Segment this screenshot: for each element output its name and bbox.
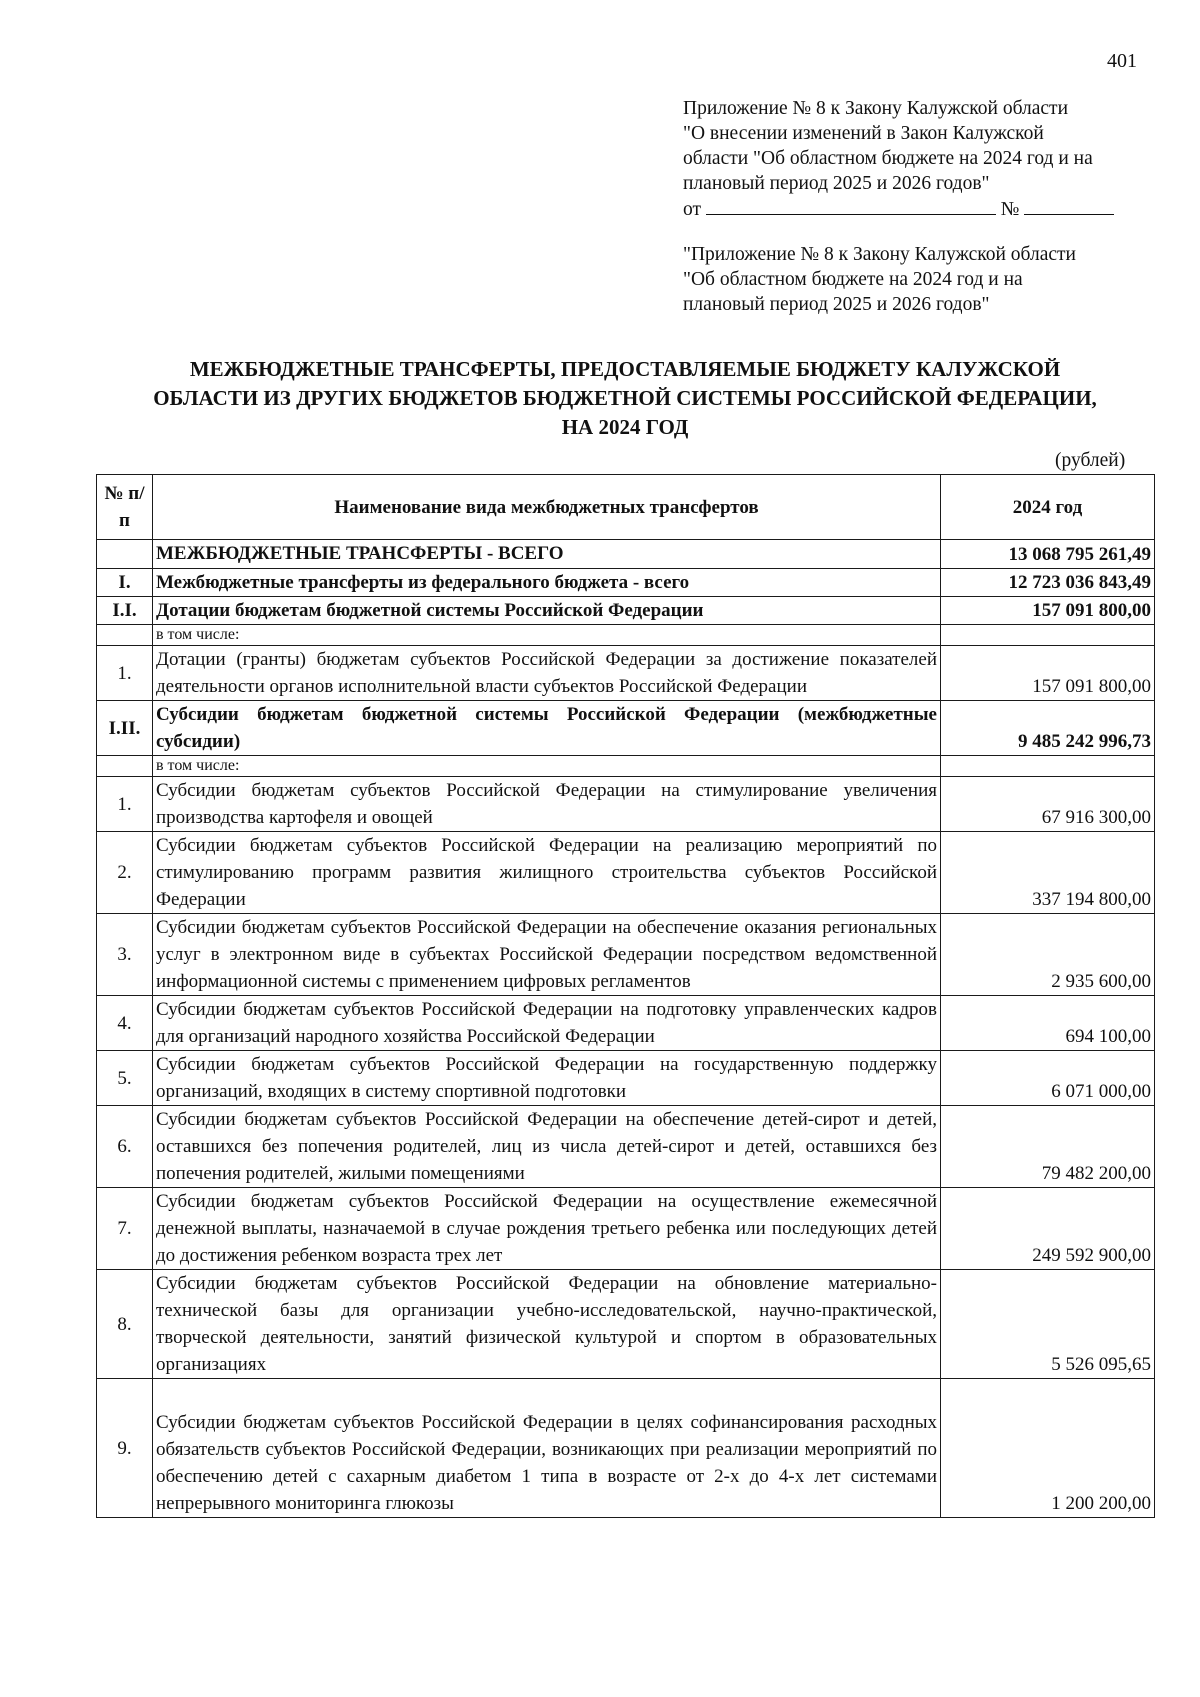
- table-row: [97, 1051, 1155, 1106]
- appendix-original-line: "Об областном бюджете на 2024 год и на: [683, 269, 1023, 290]
- row-name: Субсидии бюджетам субъектов Российской Федерации на подготовку управленческих кадров для организаций народного хозяйства Российской Федерации: [153, 996, 941, 1051]
- row-num: 6.: [97, 1106, 153, 1188]
- row-name: Субсидии бюджетам субъектов Российской Федерации на осуществление ежемесячной денежной выплаты, назначаемой в случае рождения третьего ребенка или последующих детей до достижения ребенком возраста трех лет: [153, 1188, 941, 1270]
- row-amount: 2 935 600,00: [941, 914, 1155, 996]
- appendix-current-line: "О внесении изменений в Закон Калужской: [683, 123, 1044, 144]
- row-name: Субсидии бюджетам бюджетной системы Российской Федерации (межбюджетные субсидии): [153, 701, 941, 756]
- row-amount: 9 485 242 996,73: [941, 701, 1155, 756]
- row-num: 5.: [97, 1051, 153, 1106]
- header-year: 2024 год: [941, 475, 1155, 540]
- table-row: [97, 914, 1155, 996]
- row-name: Субсидии бюджетам субъектов Российской Федерации на реализацию мероприятий по стимулированию программ развития жилищного строительства субъектов Российской Федерации: [153, 832, 941, 914]
- row-amount: 13 068 795 261,49: [941, 540, 1155, 569]
- table-header-row: [97, 475, 1155, 540]
- row-name: Дотации бюджетам бюджетной системы Российской Федерации: [153, 597, 941, 625]
- appendix-original-line: "Приложение № 8 к Закону Калужской области: [683, 244, 1076, 265]
- table-row: [97, 597, 1155, 625]
- row-name: в том числе:: [153, 625, 941, 646]
- appendix-original-line: плановый период 2025 и 2026 годов": [683, 294, 990, 315]
- title-line: МЕЖБЮДЖЕТНЫЕ ТРАНСФЕРТЫ, ПРЕДОСТАВЛЯЕМЫЕ БЮДЖЕТУ КАЛУЖСКОЙ: [189, 357, 1061, 381]
- row-num: 8.: [97, 1270, 153, 1379]
- row-name: Межбюджетные трансферты из федерального бюджета - всего: [153, 569, 941, 597]
- row-name: Субсидии бюджетам субъектов Российской Федерации на обеспечение оказания региональных услуг в электронном виде в субъектах Российской Федерации посредством ведомственной информационной системы с применением цифровых регламентов: [153, 914, 941, 996]
- row-amount: 694 100,00: [941, 996, 1155, 1051]
- table-row: [97, 756, 1155, 777]
- row-amount: 67 916 300,00: [941, 777, 1155, 832]
- row-num: 1.: [97, 646, 153, 701]
- row-name: Дотации (гранты) бюджетам субъектов Российской Федерации за достижение показателей деятельности органов исполнительной власти субъектов Российской Федерации: [153, 646, 941, 701]
- row-amount: 12 723 036 843,49: [941, 569, 1155, 597]
- row-amount: 6 071 000,00: [941, 1051, 1155, 1106]
- row-name: Субсидии бюджетам субъектов Российской Федерации на стимулирование увеличения производства картофеля и овощей: [153, 777, 941, 832]
- appendix-current-line: плановый период 2025 и 2026 годов": [683, 173, 990, 194]
- table-row: [97, 569, 1155, 597]
- table-row: [97, 1188, 1155, 1270]
- from-label: от: [683, 199, 702, 220]
- row-num: I.I.: [97, 597, 153, 625]
- row-num: [97, 540, 153, 569]
- row-name: Субсидии бюджетам субъектов Российской Федерации на государственную поддержку организаций, входящих в систему спортивной подготовки: [153, 1051, 941, 1106]
- number-blank: [1024, 196, 1114, 215]
- number-label: №: [1000, 199, 1020, 220]
- table-row: [97, 1270, 1155, 1379]
- table-row: [97, 625, 1155, 646]
- appendix-current-line: Приложение № 8 к Закону Калужской области: [683, 98, 1069, 119]
- row-name: в том числе:: [153, 756, 941, 777]
- row-amount: [941, 625, 1155, 646]
- row-amount: 337 194 800,00: [941, 832, 1155, 914]
- row-num: 3.: [97, 914, 153, 996]
- row-num: 7.: [97, 1188, 153, 1270]
- row-num: 2.: [97, 832, 153, 914]
- row-num: [97, 756, 153, 777]
- units-label: (рублей): [1055, 450, 1126, 471]
- header-num: № п/п: [97, 475, 153, 540]
- table-row: [97, 540, 1155, 569]
- row-amount: 157 091 800,00: [941, 597, 1155, 625]
- row-name: Субсидии бюджетам субъектов Российской Федерации на обеспечение детей-сирот и детей, оставшихся без попечения родителей, лиц из числа детей-сирот и детей, оставшихся без попечения родителей, жилыми помещениями: [153, 1106, 941, 1188]
- appendix-current-line: области "Об областном бюджете на 2024 год и на: [683, 148, 1093, 169]
- title-line: НА 2024 ГОД: [561, 415, 689, 439]
- table-row: [97, 832, 1155, 914]
- row-amount: [941, 756, 1155, 777]
- table-row: [97, 1379, 1155, 1518]
- date-blank: [706, 196, 996, 215]
- row-amount: 79 482 200,00: [941, 1106, 1155, 1188]
- row-amount: 157 091 800,00: [941, 646, 1155, 701]
- row-name: Субсидии бюджетам субъектов Российской Федерации в целях софинансирования расходных обязательств субъектов Российской Федерации, возникающих при реализации мероприятий по обеспечению детей с сахарным диабетом 1 типа в возрасте от 2-х до 4-х лет системами непрерывного мониторинга глюкозы: [153, 1379, 941, 1518]
- row-amount: 5 526 095,65: [941, 1270, 1155, 1379]
- header-name: Наименование вида межбюджетных трансфертов: [153, 475, 941, 540]
- row-num: 9.: [97, 1379, 153, 1518]
- row-num: I.II.: [97, 701, 153, 756]
- appendix-original: [683, 242, 1076, 317]
- transfers-table: [96, 474, 1155, 1518]
- page-number: 401: [1107, 50, 1137, 72]
- row-amount: 249 592 900,00: [941, 1188, 1155, 1270]
- row-num: [97, 625, 153, 646]
- table-row: [97, 777, 1155, 832]
- appendix-date-number-line: [683, 196, 1114, 222]
- row-name: Субсидии бюджетам субъектов Российской Федерации на обновление материально-технической базы для организации учебно-исследовательской, научно-практической, творческой деятельности, занятий физической культурой и спортом в образовательных организациях: [153, 1270, 941, 1379]
- title-line: ОБЛАСТИ ИЗ ДРУГИХ БЮДЖЕТОВ БЮДЖЕТНОЙ СИСТЕМЫ РОССИЙСКОЙ ФЕДЕРАЦИИ,: [153, 386, 1097, 410]
- row-num: I.: [97, 569, 153, 597]
- appendix-current: [683, 96, 1114, 222]
- table-row: [97, 996, 1155, 1051]
- row-name: МЕЖБЮДЖЕТНЫЕ ТРАНСФЕРТЫ - ВСЕГО: [153, 540, 941, 569]
- row-num: 4.: [97, 996, 153, 1051]
- table-row: [97, 1106, 1155, 1188]
- row-amount: 1 200 200,00: [941, 1379, 1155, 1518]
- row-num: 1.: [97, 777, 153, 832]
- table-row: [97, 646, 1155, 701]
- table-row: [97, 701, 1155, 756]
- document-title: [90, 355, 1160, 442]
